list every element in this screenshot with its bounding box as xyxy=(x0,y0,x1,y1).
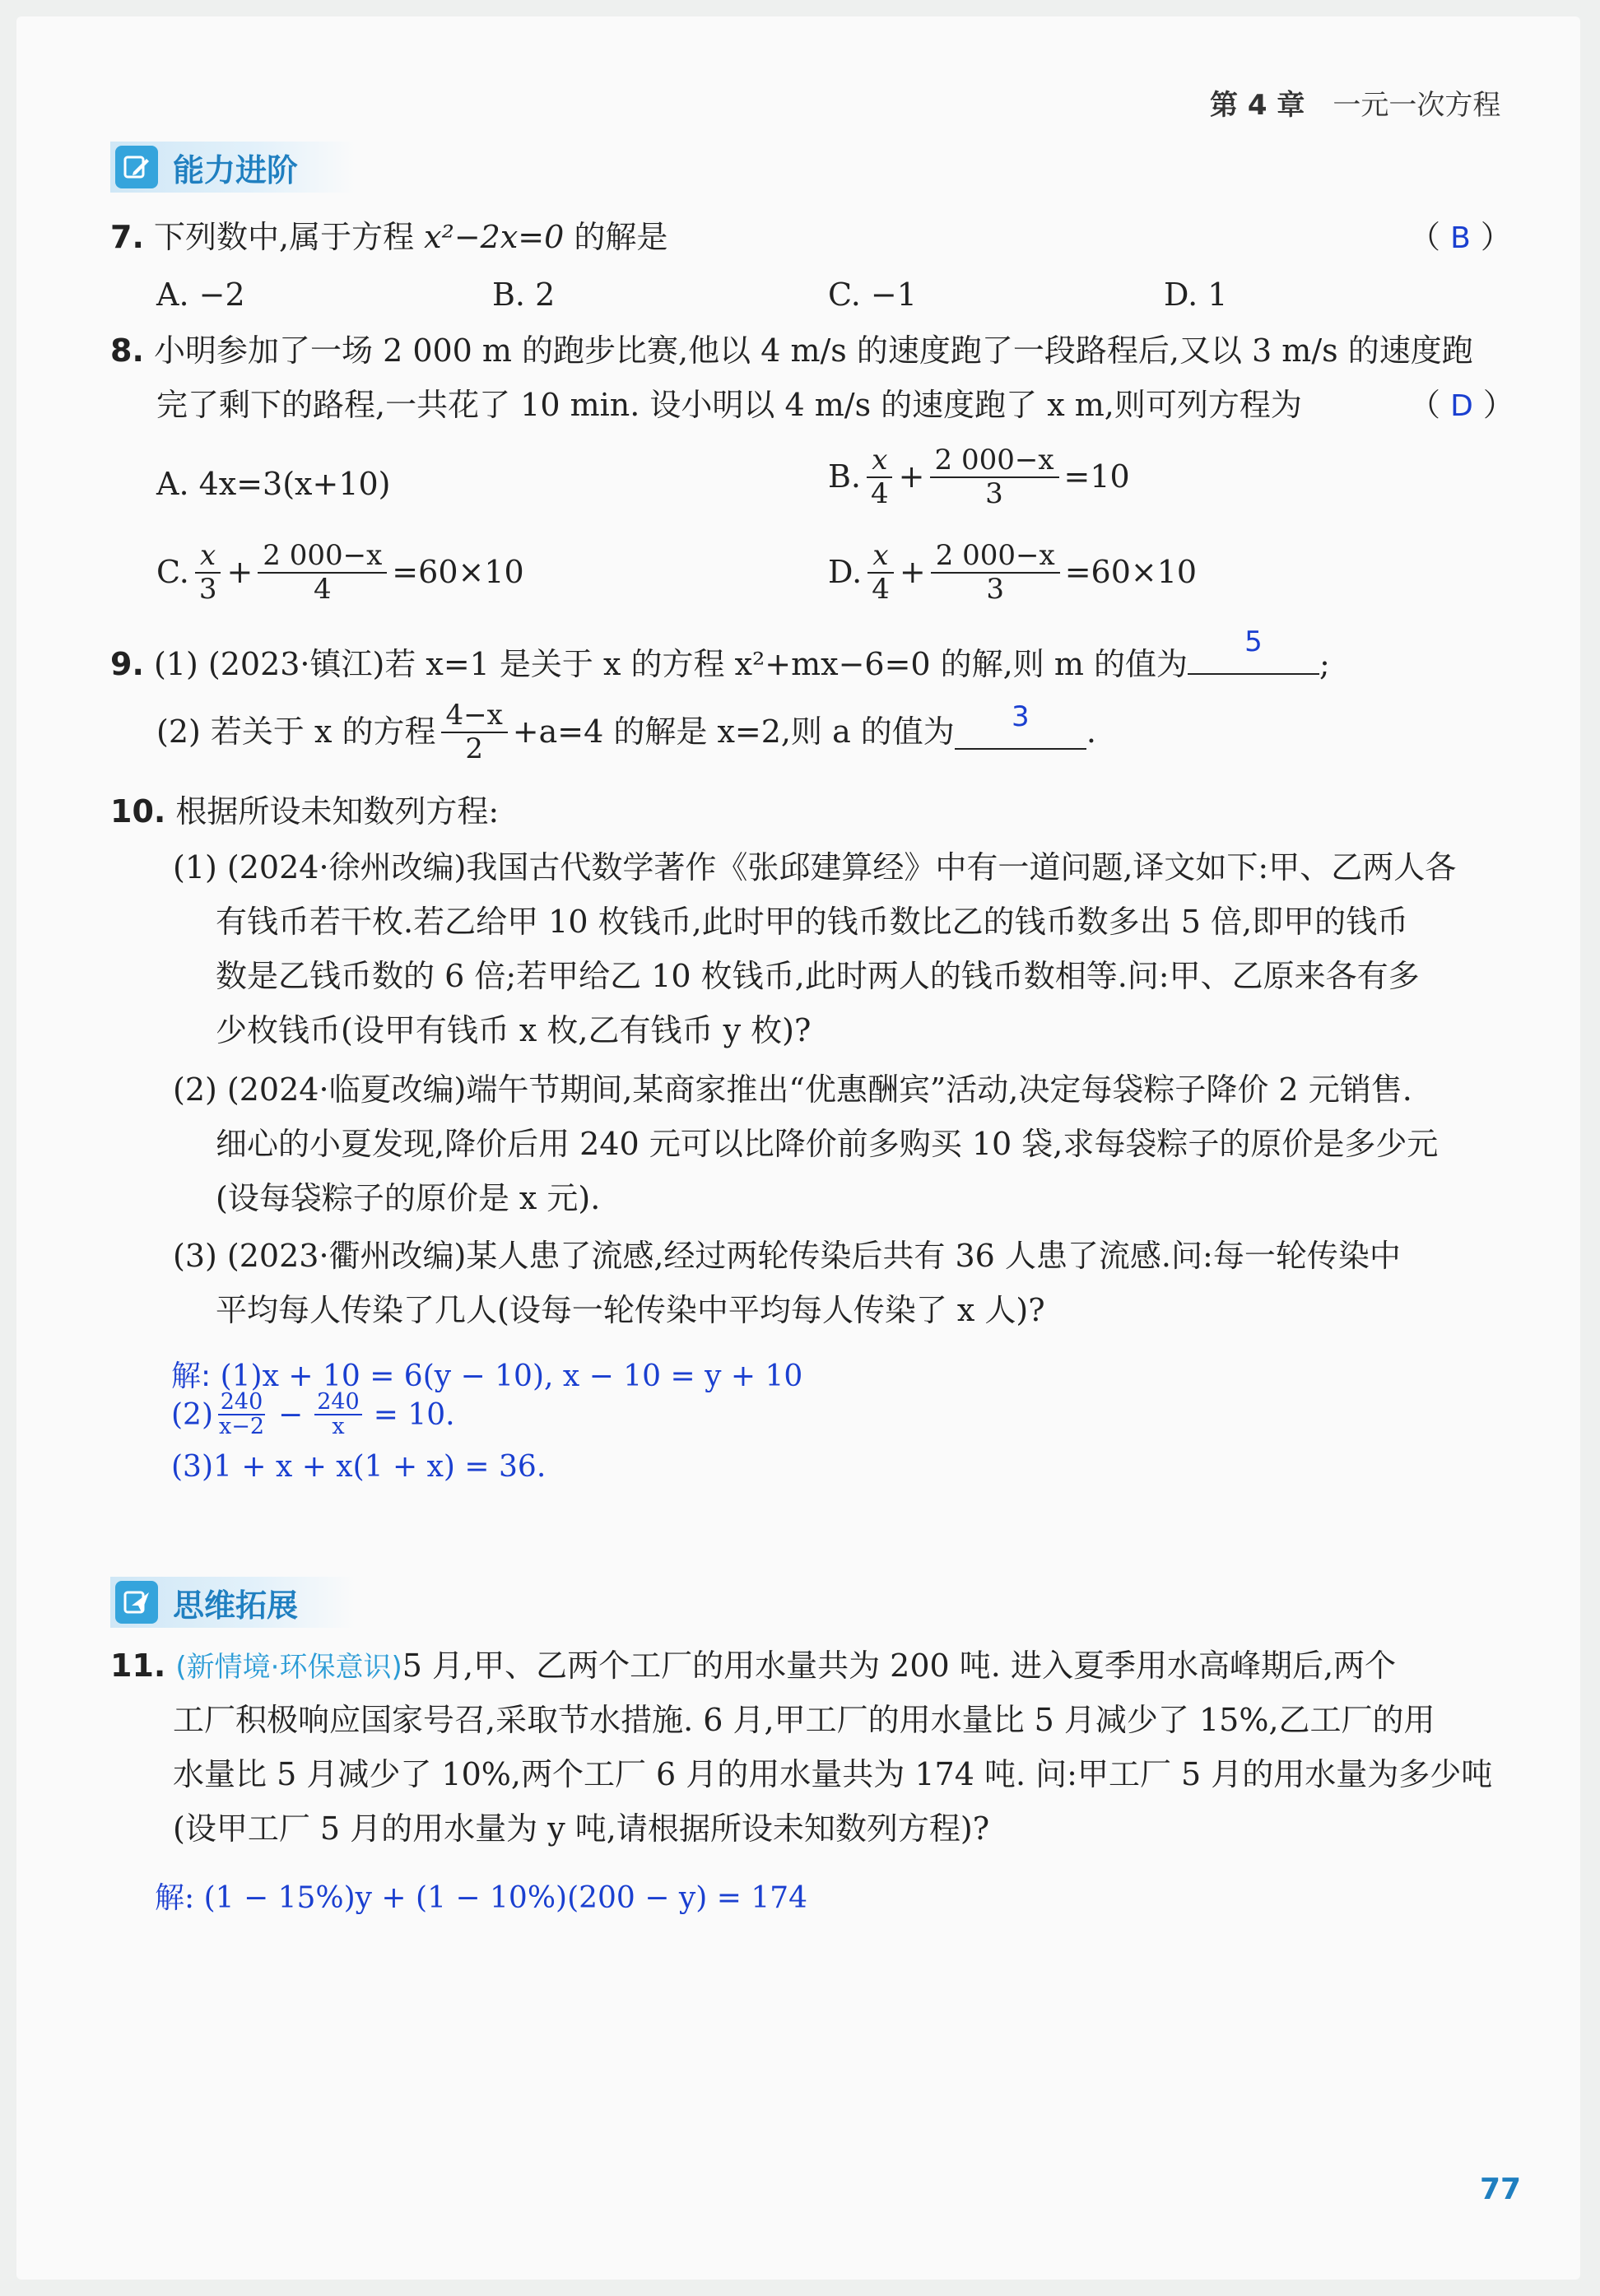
numerator: 240 xyxy=(218,1391,266,1415)
q10-p1-line4: 少枚钱币(设甲有钱币 x 枚,乙有钱币 y 枚)? xyxy=(216,1012,812,1048)
fraction xyxy=(216,1391,267,1439)
page-number: 77 xyxy=(1480,2173,1522,2206)
numerator: x xyxy=(867,444,892,478)
question-text: (1) (2023·镇江)若 x=1 是关于 x 的方程 x²+mx−6=0 的解,则 m 的值为 xyxy=(153,646,1188,682)
numerator: 4−x xyxy=(441,699,508,733)
q10-p3-line2: 平均每人传染了几人(设每一轮传染中平均每人传染了 x 人)? xyxy=(216,1292,1045,1328)
option-label: C. xyxy=(156,554,189,591)
question-9-part2 xyxy=(156,699,1096,765)
plus-sign: + xyxy=(226,554,253,591)
denominator: 2 xyxy=(465,732,483,766)
chapter-header xyxy=(1210,82,1500,123)
question-stem: 根据所设未知数列方程: xyxy=(175,793,500,830)
question-9-part1 xyxy=(110,625,1330,684)
rhs: =10 xyxy=(1063,458,1130,495)
blank-answer: 3 xyxy=(1011,700,1030,734)
numerator: x xyxy=(867,540,893,574)
denominator: 4 xyxy=(313,573,332,607)
fraction xyxy=(931,540,1060,606)
option-d xyxy=(828,540,1197,606)
fraction xyxy=(930,444,1059,510)
paper-plane-icon xyxy=(115,1581,158,1624)
pencil-note-icon xyxy=(115,146,158,188)
solution-eq: (1)x + 10 = 6(y − 10), x − 10 = y + 10 xyxy=(220,1359,803,1393)
fraction xyxy=(441,699,508,765)
option-d: D. 1 xyxy=(1164,277,1228,313)
answer-choice: B xyxy=(1450,221,1471,255)
context-tag: (新情境·环保意识) xyxy=(175,1651,402,1684)
rhs: =60×10 xyxy=(1064,554,1198,591)
question-text-2: +a=4 的解是 x=2,则 a 的值为 xyxy=(512,713,955,751)
question-number: 7. xyxy=(110,219,144,255)
answer-blank[interactable] xyxy=(1188,625,1319,675)
q10-solution-1 xyxy=(171,1353,802,1395)
q11-line4: (设甲工厂 5 月的用水量为 y 吨,请根据所设未知数列方程)? xyxy=(173,1810,990,1847)
section-title: 思维拓展 xyxy=(173,1587,299,1624)
question-10 xyxy=(110,793,499,831)
punctuation: . xyxy=(1086,713,1096,751)
question-11 xyxy=(110,1648,1396,1685)
option-a: A. 4x=3(x+10) xyxy=(156,466,391,502)
rhs: = 10. xyxy=(373,1397,455,1432)
q10-solution-2 xyxy=(171,1391,455,1439)
section-header-ability xyxy=(110,142,356,193)
plus-sign: + xyxy=(899,554,926,591)
q11-line3: 水量比 5 月减少了 10%,两个工厂 6 月的用水量共为 174 吨. 问:甲工厂 5 月的用水量为多少吨 xyxy=(173,1756,1493,1792)
q11-solution: 解: (1 − 15%)y + (1 − 10%)(200 − y) = 174 xyxy=(155,1881,808,1915)
fraction xyxy=(867,540,895,606)
denominator: 3 xyxy=(985,477,1003,511)
answer-blank[interactable] xyxy=(955,700,1086,750)
denominator: 3 xyxy=(198,573,217,607)
punctuation: ; xyxy=(1319,646,1330,682)
q10-p1-line2: 有钱币若干枚.若乙给甲 10 枚钱币,此时甲的钱币数比乙的钱币数多出 5 倍,即甲的钱币 xyxy=(216,904,1409,940)
chapter-title: 一元一次方程 xyxy=(1333,89,1501,122)
numerator: 2 000−x xyxy=(931,540,1060,574)
question-line: 小明参加了一场 2 000 m 的跑步比赛,他以 4 m/s 的速度跑了一段路程后,又以 3 m/s 的速度跑 xyxy=(153,332,1473,369)
rhs: =60×10 xyxy=(392,554,524,591)
fraction xyxy=(258,540,387,606)
q10-p2-line2: 细心的小夏发现,降价后用 240 元可以比降价前多购买 10 袋,求每袋粽子的原价是多少元 xyxy=(216,1126,1439,1162)
solution-label: 解: xyxy=(171,1359,212,1393)
q10-p2-line1: (2) (2024·临夏改编)端午节期间,某商家推出“优惠酬宾”活动,决定每袋粽子降价 2 元销售. xyxy=(173,1071,1412,1108)
denominator: x xyxy=(332,1414,345,1440)
answer-bracket-7: （ B ） xyxy=(1409,219,1512,255)
question-8-line2: 完了剩下的路程,一共花了 10 min. 设小明以 4 m/s 的速度跑了 x m,则可列方程为 xyxy=(156,387,1302,423)
section-header-thinking xyxy=(110,1577,356,1628)
section-title: 能力进阶 xyxy=(173,151,299,188)
fraction xyxy=(194,540,222,606)
option-a: A. −2 xyxy=(156,277,245,313)
numerator: x xyxy=(195,540,221,574)
denominator: 4 xyxy=(871,477,889,511)
option-label: B. xyxy=(828,458,862,495)
fraction xyxy=(314,1391,362,1439)
fraction xyxy=(866,444,894,510)
question-number: 10. xyxy=(110,793,166,830)
chapter-number: 第 4 章 xyxy=(1210,89,1305,122)
q10-p2-line3: (设每袋粽子的原价是 x 元). xyxy=(216,1180,601,1216)
question-number: 11. xyxy=(110,1648,166,1684)
option-b xyxy=(828,444,1130,510)
denominator: 4 xyxy=(872,573,890,607)
question-number: 8. xyxy=(110,332,144,369)
q10-p1-line3: 数是乙钱币数的 6 倍;若甲给乙 10 枚钱币,此时两人的钱币数相等.问:甲、乙原来各有多 xyxy=(216,958,1420,994)
denominator: x−2 xyxy=(219,1414,265,1440)
q10-p3-line1: (3) (2023·衢州改编)某人患了流感,经过两轮传染后共有 36 人患了流感.问:每一轮传染中 xyxy=(173,1238,1401,1274)
option-b: B. 2 xyxy=(492,277,556,313)
solution-prefix: (2) xyxy=(171,1397,213,1432)
numerator: 2 000−x xyxy=(258,540,387,574)
blank-answer: 5 xyxy=(1244,625,1263,658)
question-line: 5 月,甲、乙两个工厂的用水量共为 200 吨. 进入夏季用水高峰期后,两个 xyxy=(402,1648,1397,1684)
q11-line2: 工厂积极响应国家号召,采取节水措施. 6 月,甲工厂的用水量比 5 月减少了 15%,乙工厂的用 xyxy=(173,1702,1435,1738)
question-7 xyxy=(110,219,667,257)
q10-solution-3: (3)1 + x + x(1 + x) = 36. xyxy=(171,1450,547,1484)
numerator: 2 000−x xyxy=(930,444,1059,478)
option-label: D. xyxy=(828,554,863,591)
equation: x²−2x=0 xyxy=(424,219,565,255)
denominator: 3 xyxy=(986,573,1004,607)
option-c xyxy=(156,540,524,606)
q10-p1-line1: (1) (2024·徐州改编)我国古代数学著作《张邱建算经》中有一道问题,译文如下:甲、乙两人各 xyxy=(173,849,1457,885)
option-c: C. −1 xyxy=(828,277,917,313)
answer-bracket-8: （ D ） xyxy=(1409,387,1514,423)
answer-choice: D xyxy=(1450,389,1473,423)
numerator: 240 xyxy=(314,1391,362,1415)
question-number: 9. xyxy=(110,646,144,682)
question-8 xyxy=(110,332,1473,370)
minus-sign: − xyxy=(278,1397,304,1432)
question-stem-end: 的解是 xyxy=(574,219,668,255)
question-stem: 下列数中,属于方程 xyxy=(153,219,415,255)
plus-sign: + xyxy=(898,458,925,495)
question-text: (2) 若关于 x 的方程 xyxy=(156,713,436,751)
